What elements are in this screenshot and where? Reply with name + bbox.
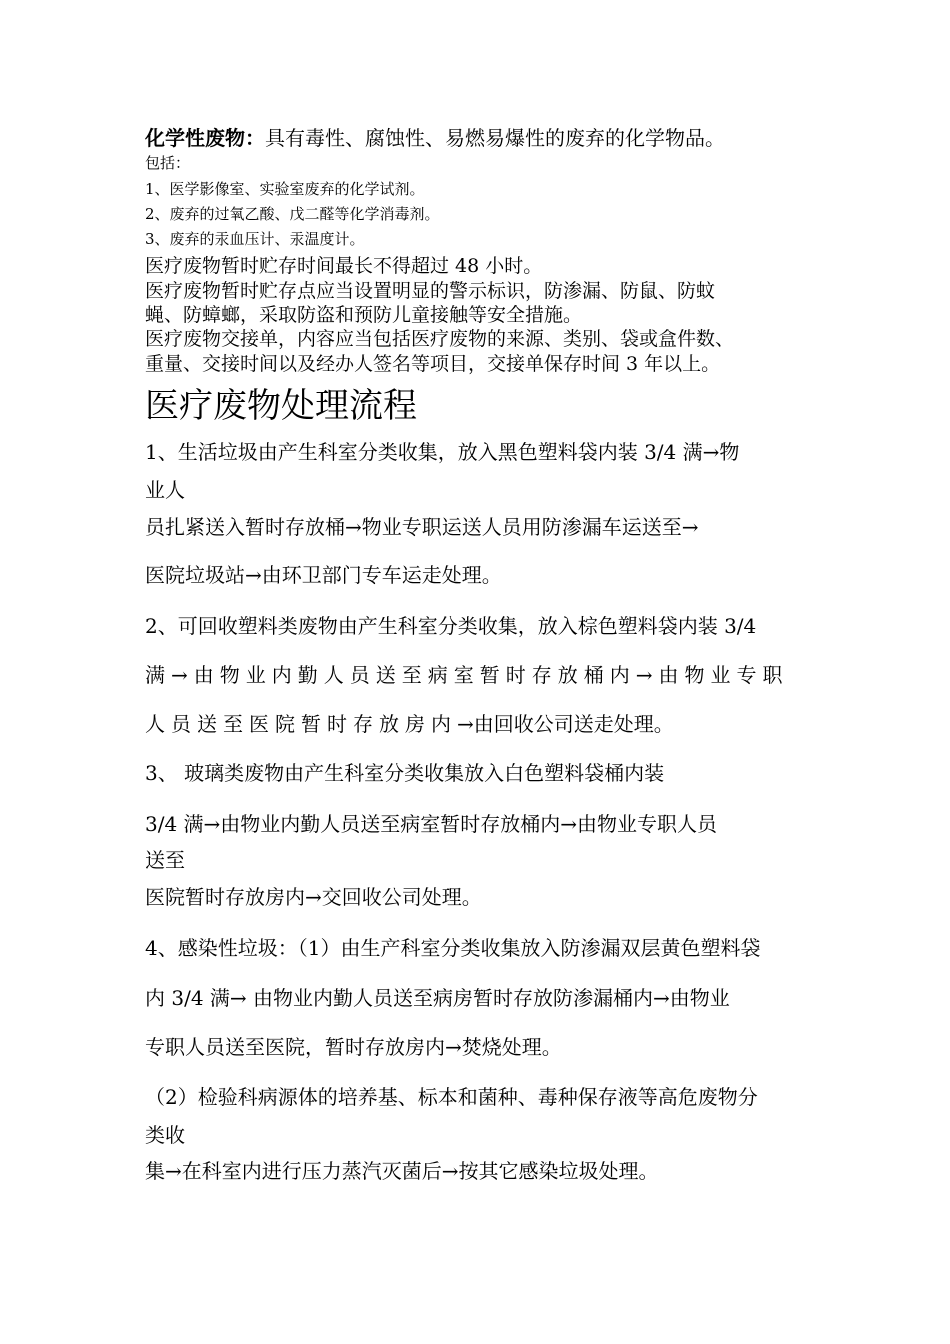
chemical-waste-description: 具有毒性、腐蚀性、易燃易爆性的废弃的化学物品。 xyxy=(265,126,725,150)
chemical-waste-term: 化学性废物： xyxy=(145,126,265,150)
chemical-item-1: 1、医学影像室、实验室废弃的化学试剂。 xyxy=(145,180,425,198)
flow-line-7 xyxy=(145,708,674,737)
section-title: 医疗废物处理流程 xyxy=(145,386,417,426)
flow-line-2: 业人 xyxy=(145,478,185,502)
flow-line-14: 专职人员送至医院，暂时存放房内→焚烧处理。 xyxy=(145,1035,562,1059)
rule-line-3: 蝇、防蟑螂，采取防盗和预防儿童接触等安全措施。 xyxy=(145,304,583,326)
flow-line-10: 送至 xyxy=(145,848,185,872)
flow-line-7-end: →由回收公司送走处理。 xyxy=(457,712,674,736)
flow-line-11: 医院暂时存放房内→交回收公司处理。 xyxy=(145,885,482,909)
flow-line-9: 3/4 满→由物业内勤人员送至病室暂时存放桶内→由物业专职人员 xyxy=(145,812,718,836)
includes-label: 包括： xyxy=(145,154,191,172)
rule-line-1: 医疗废物暂时贮存时间最长不得超过 48 小时。 xyxy=(145,255,543,277)
flow-line-8: 3、 玻璃类废物由产生科室分类收集放入白色塑料袋桶内装 xyxy=(145,761,665,785)
flow-line-16: 类收 xyxy=(145,1123,185,1147)
chemical-item-2: 2、废弃的过氧乙酸、戊二醛等化学消毒剂。 xyxy=(145,205,440,223)
flow-line-1: 1、生活垃圾由产生科室分类收集，放入黑色塑料袋内装 3/4 满→物 xyxy=(145,440,740,464)
flow-line-12: 4、感染性垃圾：（1）由生产科室分类收集放入防渗漏双层黄色塑料袋 xyxy=(145,936,761,960)
chemical-waste-definition xyxy=(145,122,725,151)
flow-line-13: 内 3/4 满→ 由物业内勤人员送至病房暂时存放防渗漏桶内→由物业 xyxy=(145,986,730,1010)
chemical-item-3: 3、废弃的汞血压计、汞温度计。 xyxy=(145,230,365,248)
rule-line-2: 医疗废物暂时贮存点应当设置明显的警示标识，防渗漏、防鼠、防蚊 xyxy=(145,280,716,302)
rule-line-4: 医疗废物交接单，内容应当包括医疗废物的来源、类别、袋或盒件数、 xyxy=(145,328,735,350)
flow-line-4: 医院垃圾站→由环卫部门专车运走处理。 xyxy=(145,563,502,587)
rule-line-5: 重量、交接时间以及经办人签名等项目，交接单保存时间 3 年以上。 xyxy=(145,353,721,375)
flow-line-15: （2）检验科病源体的培养基、标本和菌种、毒种保存液等高危废物分 xyxy=(145,1085,758,1109)
flow-line-6: 满→由物业内勤人员送至病室暂时存放桶内→由物业专职 xyxy=(145,663,789,687)
flow-line-17: 集→在科室内进行压力蒸汽灭菌后→按其它感染垃圾处理。 xyxy=(145,1159,659,1183)
flow-line-7-start: 人员送至医院暂时存放房内 xyxy=(145,712,457,736)
flow-line-5: 2、可回收塑料类废物由产生科室分类收集，放入棕色塑料袋内装 3/4 xyxy=(145,614,757,638)
flow-line-3: 员扎紧送入暂时存放桶→物业专职运送人员用防渗漏车运送至→ xyxy=(145,515,699,539)
